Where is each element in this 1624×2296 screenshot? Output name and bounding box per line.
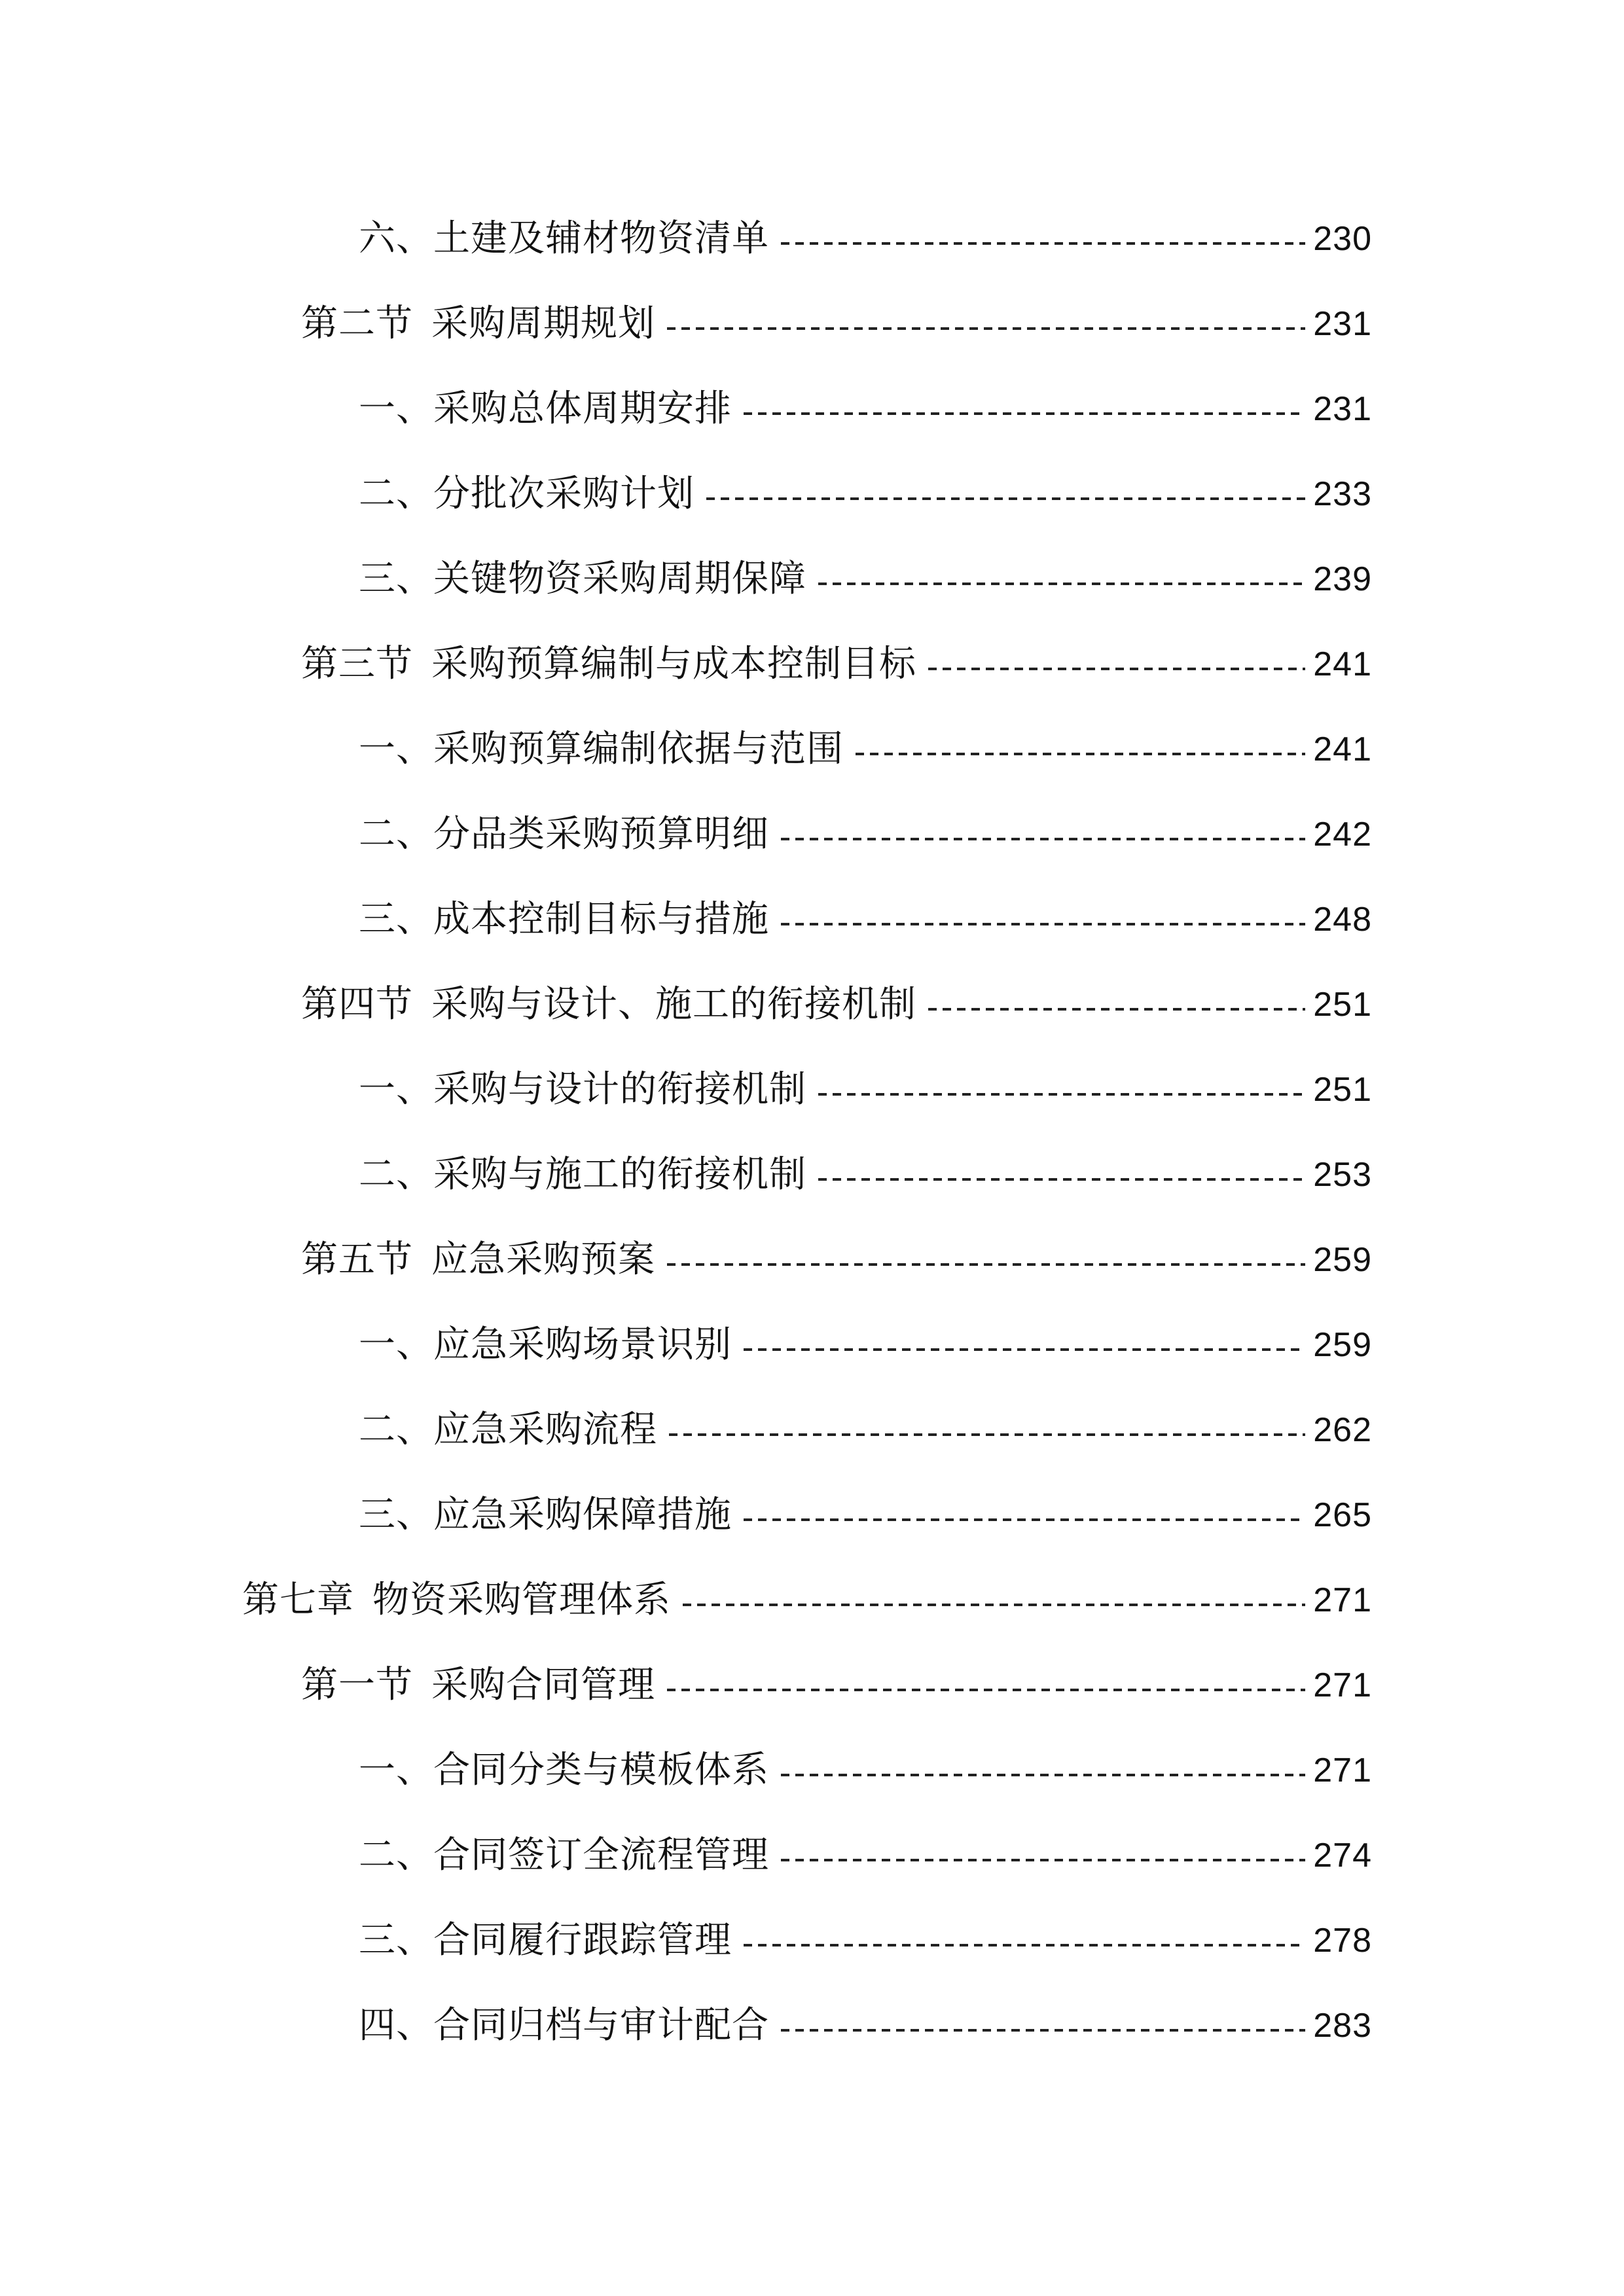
toc-entry-title (301, 1664, 655, 1706)
toc-dot-leader (818, 1093, 1305, 1096)
toc-entry-page: 230 (1313, 220, 1372, 258)
toc-dot-leader (818, 1178, 1305, 1181)
toc-entry[interactable] (0, 1983, 1624, 2068)
toc-entry-page: 241 (1313, 645, 1372, 683)
toc-entry-page: 248 (1313, 901, 1372, 939)
toc-entry-page: 271 (1313, 1666, 1372, 1704)
toc-entry-title (242, 1579, 671, 1621)
toc-entry-title: 二、应急采购流程 (359, 1408, 657, 1451)
toc-entry-page: 271 (1313, 1751, 1372, 1789)
toc-dot-leader (744, 1944, 1305, 1946)
toc-entry[interactable] (0, 1473, 1624, 1558)
toc-entry-page: 231 (1313, 390, 1372, 428)
toc-entry-title: 一、合同分类与模板体系 (359, 1749, 769, 1791)
toc-entry-page: 241 (1313, 730, 1372, 768)
toc-entry-title (301, 643, 916, 685)
toc-entry-text: 应急采购预案 (431, 1238, 655, 1281)
toc-dot-leader (781, 838, 1305, 840)
toc-dot-leader (683, 1604, 1305, 1606)
toc-entry-page: 283 (1313, 2007, 1372, 2045)
toc-dot-leader (667, 1263, 1305, 1266)
toc-dot-leader (744, 1348, 1305, 1351)
toc-entry[interactable] (0, 877, 1624, 962)
toc-entry[interactable] (0, 537, 1624, 622)
toc-entry-page: 253 (1313, 1156, 1372, 1194)
toc-entry-text: 物资采购管理体系 (372, 1579, 671, 1621)
toc-entry-prefix: 第三节 (301, 643, 413, 685)
toc-entry-prefix: 第二节 (301, 302, 413, 345)
toc-entry[interactable] (0, 367, 1624, 452)
toc-entry-page: 239 (1313, 560, 1372, 598)
toc-dot-leader (928, 1008, 1305, 1011)
toc-dot-leader (744, 1518, 1305, 1521)
toc-entry-text: 采购合同管理 (431, 1664, 655, 1706)
toc-entry-title: 二、采购与施工的衔接机制 (359, 1153, 806, 1196)
toc-entry-prefix: 第五节 (301, 1238, 413, 1281)
toc-entry-title: 一、采购总体周期安排 (359, 387, 732, 430)
toc-entry-prefix: 第四节 (301, 983, 413, 1026)
toc-entry[interactable] (0, 452, 1624, 537)
toc-entry[interactable] (0, 1302, 1624, 1388)
toc-entry-page: 278 (1313, 1922, 1372, 1960)
toc-entry-title: 一、采购与设计的衔接机制 (359, 1068, 806, 1111)
toc-entry-page: 251 (1313, 986, 1372, 1024)
toc-entry-title (301, 983, 916, 1026)
toc-entry[interactable] (0, 196, 1624, 281)
toc-entry[interactable] (0, 1132, 1624, 1217)
toc-entry-title: 三、成本控制目标与措施 (359, 898, 769, 941)
toc-entry-page: 259 (1313, 1326, 1372, 1364)
toc-entry-title (301, 1238, 655, 1281)
toc-entry[interactable] (0, 707, 1624, 792)
toc-entry-title: 二、分品类采购预算明细 (359, 813, 769, 855)
toc-entry[interactable] (0, 1728, 1624, 1813)
toc-dot-leader (856, 753, 1305, 755)
toc-entry[interactable] (0, 622, 1624, 707)
toc-entry-page: 265 (1313, 1496, 1372, 1534)
toc-entry-page: 231 (1313, 305, 1372, 343)
toc-dot-leader (706, 497, 1305, 500)
toc-entry[interactable] (0, 792, 1624, 877)
toc-entry-title: 二、分批次采购计划 (359, 473, 695, 515)
toc-entry-text: 采购与设计、施工的衔接机制 (431, 983, 916, 1026)
toc-dot-leader (781, 923, 1305, 925)
toc-entry-title: 四、合同归档与审计配合 (359, 2004, 769, 2047)
toc-entry-title: 三、合同履行跟踪管理 (359, 1919, 732, 1962)
toc-entry-text: 采购预算编制与成本控制目标 (431, 643, 916, 685)
toc-entry-title: 三、应急采购保障措施 (359, 1494, 732, 1536)
toc-dot-leader (781, 2029, 1305, 2032)
toc-entry-title: 一、应急采购场景识别 (359, 1323, 732, 1366)
toc-dot-leader (781, 242, 1305, 245)
table-of-contents (0, 196, 1624, 2068)
toc-entry[interactable] (0, 281, 1624, 367)
toc-entry[interactable] (0, 1047, 1624, 1132)
toc-entry-page: 259 (1313, 1241, 1372, 1279)
toc-entry[interactable] (0, 962, 1624, 1047)
toc-entry[interactable] (0, 1813, 1624, 1898)
toc-dot-leader (781, 1774, 1305, 1776)
toc-entry-page: 274 (1313, 1837, 1372, 1874)
toc-entry[interactable] (0, 1898, 1624, 1983)
toc-entry-page: 262 (1313, 1411, 1372, 1449)
toc-entry-title: 三、关键物资采购周期保障 (359, 558, 806, 600)
toc-entry[interactable] (0, 1558, 1624, 1643)
toc-entry-title (301, 302, 655, 345)
toc-dot-leader (667, 1689, 1305, 1691)
toc-entry-prefix: 第一节 (301, 1664, 413, 1706)
toc-entry-page: 271 (1313, 1581, 1372, 1619)
toc-dot-leader (818, 583, 1305, 585)
toc-dot-leader (781, 1859, 1305, 1861)
toc-entry[interactable] (0, 1388, 1624, 1473)
toc-entry-title: 六、土建及辅材物资清单 (359, 217, 769, 260)
toc-entry-prefix: 第七章 (242, 1579, 354, 1621)
toc-entry-title: 一、采购预算编制依据与范围 (359, 728, 844, 770)
toc-dot-leader (744, 412, 1305, 415)
toc-entry-page: 242 (1313, 816, 1372, 853)
toc-dot-leader (669, 1433, 1305, 1436)
toc-entry-title: 二、合同签订全流程管理 (359, 1834, 769, 1876)
toc-entry[interactable] (0, 1217, 1624, 1302)
toc-entry-page: 233 (1313, 475, 1372, 513)
toc-entry-text: 采购周期规划 (431, 302, 655, 345)
toc-entry-page: 251 (1313, 1071, 1372, 1109)
toc-dot-leader (928, 668, 1305, 670)
toc-dot-leader (667, 327, 1305, 330)
toc-entry[interactable] (0, 1643, 1624, 1728)
